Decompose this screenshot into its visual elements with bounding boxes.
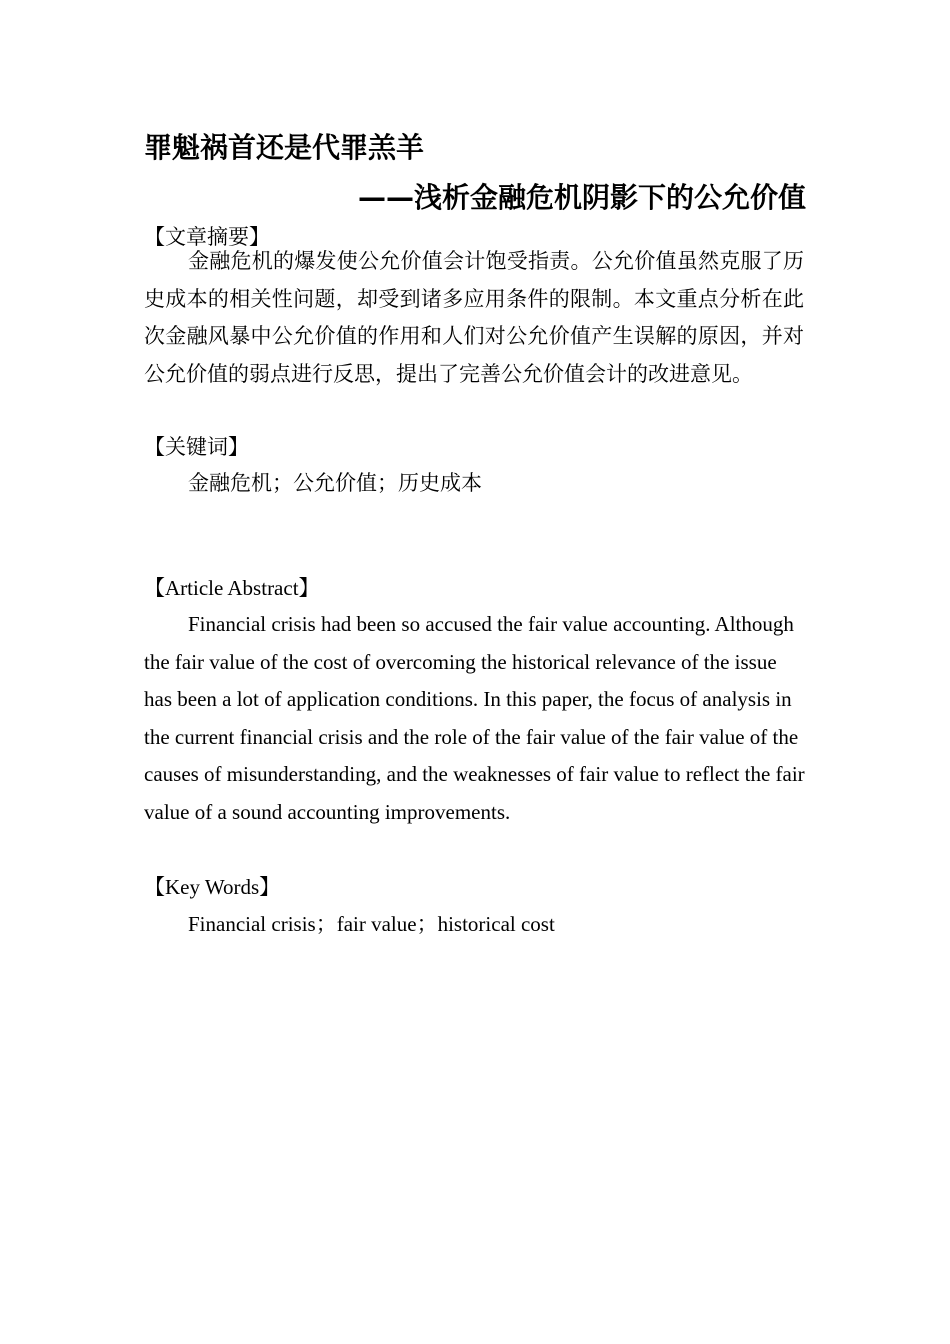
en-keywords-body: Financial crisis；fair value；historical cost bbox=[188, 912, 555, 936]
en-abstract-body: Financial crisis had been so accused the fair value accounting. Although the fair value of the cost of overcoming the historical relevance of the issue has been a lot of application conditions. In this paper, the focus of analysis in the current financial crisis and the role of the fair value of the fair value of the causes of misunderstanding, and the weaknesses of fair value to reflect the fair value of a sound accounting improvements. bbox=[144, 612, 805, 824]
document-subtitle: ——浅析金融危机阴影下的公允价值 bbox=[357, 181, 806, 214]
cn-keywords-body: 金融危机；公允价值；历史成本 bbox=[188, 471, 482, 495]
cn-abstract-body: 金融危机的爆发使公允价值会计饱受指责。公允价值虽然克服了历史成本的相关性问题，却受到诸多应用条件的限制。本文重点分析在此次金融风暴中公允价值的作用和人们对公允价值产生误解的原因，并对公允价值的弱点进行反思，提出了完善公允价值会计的改进意见。 bbox=[144, 249, 804, 386]
document-title: 罪魁祸首还是代罪羔羊 bbox=[144, 131, 425, 164]
cn-abstract-heading: 【文章摘要】 bbox=[144, 225, 270, 249]
en-keywords-heading: 【Key Words】 bbox=[144, 875, 281, 899]
cn-keywords-heading: 【关键词】 bbox=[144, 435, 249, 459]
en-abstract-heading: 【Article Abstract】 bbox=[144, 576, 320, 600]
